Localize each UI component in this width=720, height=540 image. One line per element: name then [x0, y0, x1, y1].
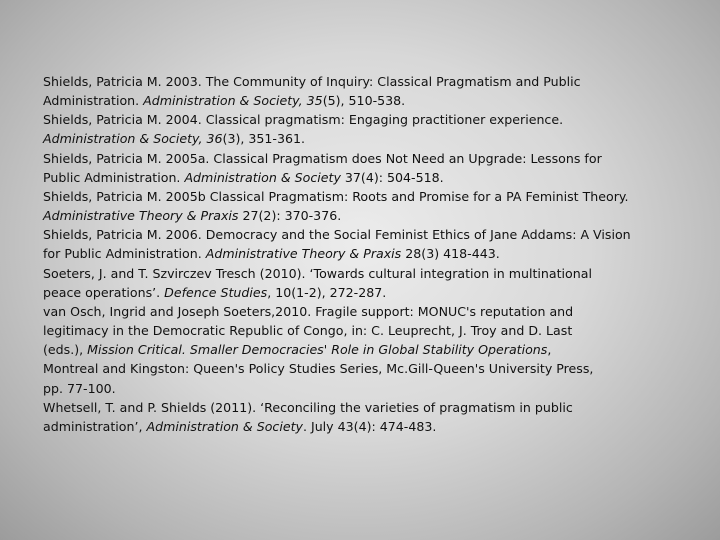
reference-italic-text: Administration & Society, 35: [143, 93, 323, 109]
reference-italic-text: Administration & Society, 36: [43, 131, 223, 147]
reference-text: Soeters, J. and T. Szvirczev Tresch (2010). ‘Towards cultural integration in multinational: [43, 265, 592, 281]
reference-italic-text: Administration & Society: [184, 169, 341, 185]
reference-text: 37(4): 504-518.: [340, 169, 444, 185]
reference-entry: [43, 110, 703, 148]
reference-line: [43, 149, 703, 168]
reference-line: [43, 244, 703, 263]
reference-text: 28(3) 418-443.: [401, 246, 500, 262]
reference-text: Administration.: [43, 93, 144, 109]
reference-text: Public Administration.: [43, 169, 185, 185]
reference-text: administration’,: [43, 418, 147, 434]
reference-line: [43, 283, 703, 302]
reference-text: 27(2): 370-376.: [238, 208, 342, 224]
reference-italic-text: Administrative Theory & Praxis: [43, 208, 239, 224]
reference-line: [43, 359, 703, 378]
reference-line: [43, 340, 703, 359]
reference-line: [43, 225, 703, 244]
reference-line: [43, 379, 703, 398]
reference-italic-text: Administration & Society: [146, 418, 303, 434]
reference-line: [43, 398, 703, 417]
reference-text: (3), 351-361.: [222, 131, 305, 147]
reference-line: [43, 72, 703, 91]
reference-text: (eds.),: [43, 342, 88, 358]
reference-text: van Osch, Ingrid and Joseph Soeters,2010. Fragile support: MONUC's reputation and: [43, 303, 574, 319]
reference-text: Shields, Patricia M. 2003. The Community of Inquiry: Classical Pragmatism and Public: [43, 74, 581, 89]
reference-text: pp. 77-100.: [43, 380, 116, 396]
reference-line: [43, 321, 703, 340]
reference-entry: [43, 398, 703, 436]
reference-text: Shields, Patricia M. 2006. Democracy and the Social Feminist Ethics of Jane Addams: A Vision: [43, 227, 631, 243]
reference-italic-text: Mission Critical. Smaller Democracies' Role in Global Stability Operations: [87, 342, 548, 358]
reference-text: (5), 510-538.: [322, 93, 406, 109]
reference-text: , 10(1-2), 272-287.: [267, 284, 387, 300]
reference-line: [43, 302, 703, 321]
reference-line: [43, 110, 703, 129]
reference-line: [43, 417, 703, 436]
reference-text: peace operations’.: [43, 284, 165, 300]
reference-text: . July 43(4): 474-483.: [302, 418, 437, 434]
reference-entry: [43, 149, 703, 187]
reference-entry: [43, 302, 703, 398]
reference-text: for Public Administration.: [43, 246, 206, 262]
reference-entry: [43, 72, 703, 110]
reference-text: Shields, Patricia M. 2005a. Classical Pragmatism does Not Need an Upgrade: Lessons for: [43, 150, 602, 166]
reference-line: [43, 91, 703, 110]
reference-text: Shields, Patricia M. 2005b Classical Pragmatism: Roots and Promise for a PA Feminist Theory.: [43, 188, 629, 204]
reference-list: [43, 72, 703, 436]
reference-line: [43, 129, 703, 148]
reference-text: Montreal and Kingston: Queen's Policy Studies Series, Mc.Gill-Queen's University Press,: [43, 361, 594, 377]
reference-line: [43, 187, 703, 206]
reference-line: [43, 168, 703, 187]
reference-line: [43, 206, 703, 225]
reference-entry: [43, 187, 703, 225]
reference-italic-text: Administrative Theory & Praxis: [205, 246, 402, 262]
reference-entry: [43, 264, 703, 302]
reference-text: Whetsell, T. and P. Shields (2011). ‘Reconciling the varieties of pragmatism in public: [43, 399, 573, 415]
reference-text: Shields, Patricia M. 2004. Classical pragmatism: Engaging practitioner experience.: [43, 112, 564, 128]
reference-entry: [43, 225, 703, 263]
reference-italic-text: Defence Studies: [164, 284, 268, 300]
reference-text: legitimacy in the Democratic Republic of Congo, in: C. Leuprecht, J. Troy and D. Last: [43, 323, 573, 339]
reference-text: ,: [547, 342, 552, 358]
reference-line: [43, 264, 703, 283]
